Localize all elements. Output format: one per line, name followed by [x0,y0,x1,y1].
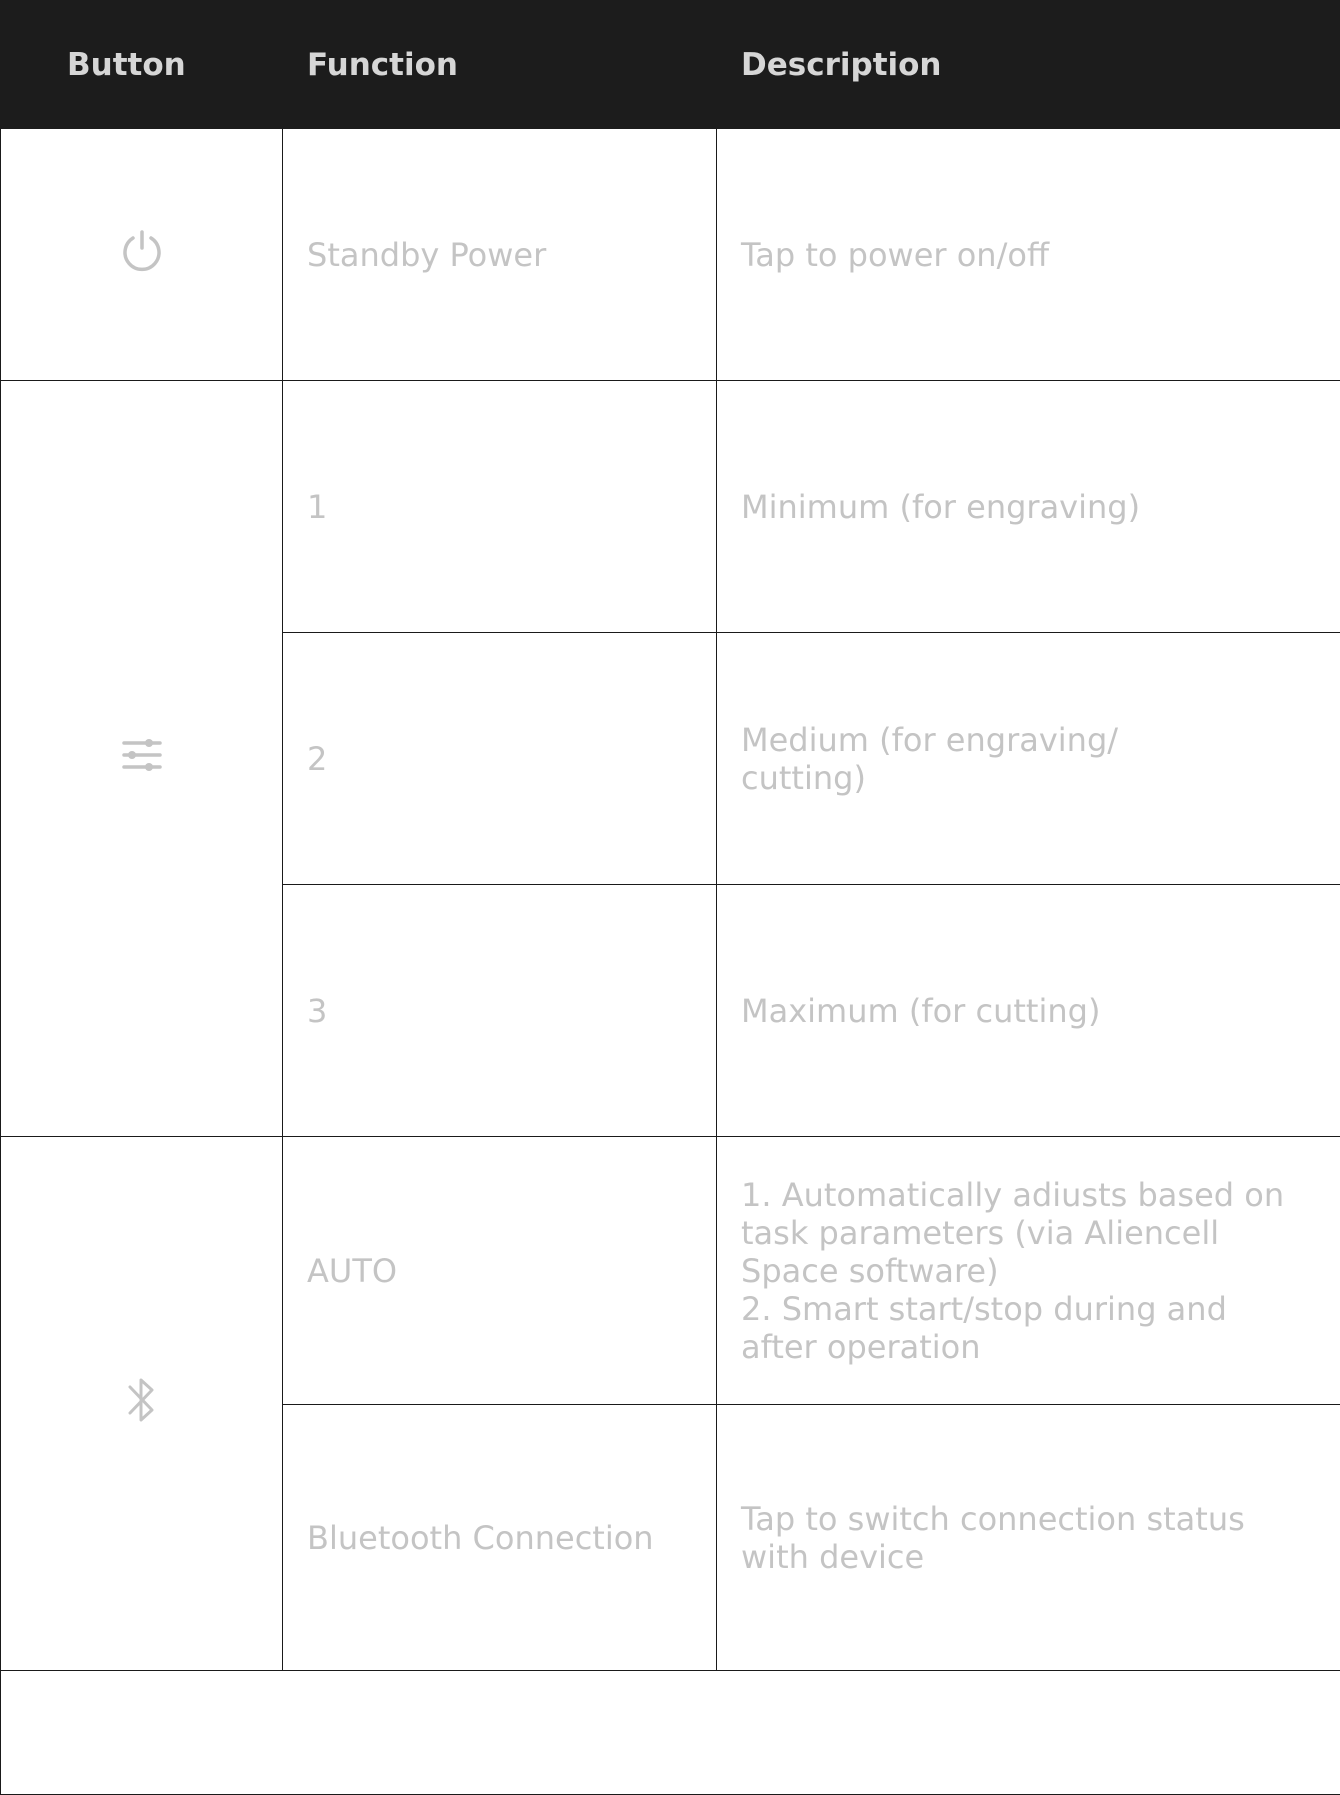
function-standby-power: Standby Power [283,129,717,381]
level-button-cell [1,381,283,1137]
description-line: cutting) [741,759,1316,797]
table-row [1,1137,1340,1405]
header-button: Button [1,1,283,129]
description-standby-power: Tap to power on/off [717,129,1340,381]
header-description: Description [717,1,1340,129]
description-line: Tap to switch connection status [741,1500,1316,1538]
table-header [1,1,1340,129]
sliders-icon [120,735,164,783]
table-body [1,129,1340,1795]
function-level-1: 1 [283,381,717,633]
description-bluetooth-connection [717,1405,1340,1671]
header-row [1,1,1340,129]
description-line: after operation [741,1328,1316,1366]
function-auto: AUTO [283,1137,717,1405]
header-function: Function [283,1,717,129]
description-line: 1. Automatically adiusts based on [741,1176,1316,1214]
description-auto [717,1137,1340,1405]
table-row [1,129,1340,381]
description-level-1: Minimum (for engraving) [717,381,1340,633]
function-level-2: 2 [283,633,717,885]
power-button-cell [1,129,283,381]
description-line: 2. Smart start/stop during and [741,1290,1316,1328]
power-icon [120,229,164,281]
function-level-3: 3 [283,885,717,1137]
function-bluetooth-connection: Bluetooth Connection [283,1405,717,1671]
description-level-2 [717,633,1340,885]
table-row-empty [1,1671,1340,1795]
description-line: Medium (for engraving/ [741,721,1316,759]
table-row [1,381,1340,633]
bluetooth-button-cell [1,1137,283,1671]
bluetooth-icon [124,1372,160,1436]
description-line: task parameters (via Aliencell [741,1214,1316,1252]
description-level-3: Maximum (for cutting) [717,885,1340,1137]
description-line: with device [741,1538,1316,1576]
description-line: Space software) [741,1252,1316,1290]
empty-cell [1,1671,1340,1795]
